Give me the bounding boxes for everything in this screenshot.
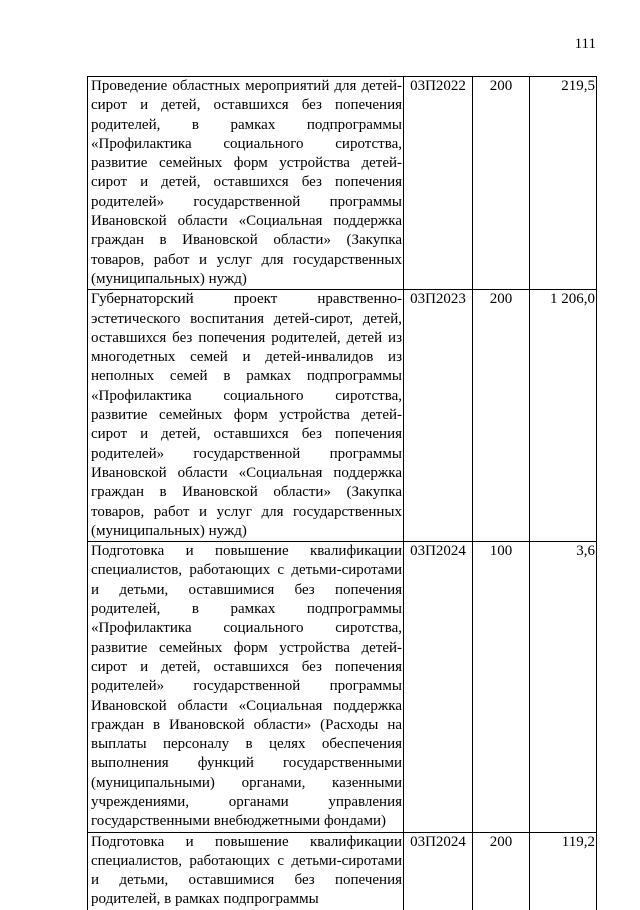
row-description-cell bbox=[88, 77, 404, 290]
expense-type-code: 200 bbox=[473, 77, 530, 290]
row-description-cell bbox=[88, 542, 404, 832]
expense-type-code: 200 bbox=[473, 290, 530, 542]
table-row bbox=[88, 77, 597, 290]
page-number: 111 bbox=[574, 36, 596, 52]
table-row bbox=[88, 290, 597, 542]
budget-table bbox=[87, 76, 597, 910]
amount: 1 206,0 bbox=[530, 290, 597, 542]
row-description-cell bbox=[88, 290, 404, 542]
amount: 119,2 bbox=[530, 832, 597, 910]
amount: 3,6 bbox=[530, 542, 597, 832]
row-description: Подготовка и повышение квалификации специалистов, работающих с детьми-сиротами и детьми, оставшимися без попечения родителей, в рамках подпрограммы «Профилактика социального сиротства, развитие семейных форм устройства детей-сирот и детей, оставшихся без попечения родителей» государственной программы Ивановской области «Социальная поддержка граждан в Ивановской области» (Расходы на выплаты персоналу в целях обеспечения выполнения функций государственными (муниципальными) органами, казенными учреждениями, органами управления государственными внебюджетными фондами) bbox=[91, 543, 402, 830]
target-article-code: 03П2022 bbox=[404, 77, 473, 290]
target-article-code: 03П2024 bbox=[404, 542, 473, 832]
row-description: Губернаторский проект нравственно-эстетического воспитания детей-сирот, детей, оставшихся без попечения родителей, детей из многодетных семей и детей-инвалидов из неполных семей в рамках подпрограммы «Профилактика социального сиротства, развитие семейных форм устройства детей-сирот и детей, оставшихся без попечения родителей» государственной программы Ивановской области «Социальная поддержка граждан в Ивановской области» (Закупка товаров, работ и услуг для государственных (муниципальных) нужд) bbox=[91, 291, 402, 539]
table-row bbox=[88, 832, 597, 910]
table-row bbox=[88, 542, 597, 832]
expense-type-code: 200 bbox=[473, 832, 530, 910]
row-description: Подготовка и повышение квалификации специалистов, работающих с детьми-сиротами и детьми, оставшимися без попечения родителей, в рамках подпрограммы bbox=[91, 833, 402, 908]
amount: 219,5 bbox=[530, 77, 597, 290]
target-article-code: 03П2023 bbox=[404, 290, 473, 542]
row-description: Проведение областных мероприятий для детей-сирот и детей, оставшихся без попечения родителей, в рамках подпрограммы «Профилактика социального сиротства, развитие семейных форм устройства детей-сирот и детей, оставшихся без попечения родителей» государственной программы Ивановской области «Социальная поддержка граждан в Ивановской области» (Закупка товаров, работ и услуг для государственных (муниципальных) нужд) bbox=[91, 78, 402, 287]
expense-type-code: 100 bbox=[473, 542, 530, 832]
target-article-code: 03П2024 bbox=[404, 832, 473, 910]
row-description-cell bbox=[88, 832, 404, 910]
